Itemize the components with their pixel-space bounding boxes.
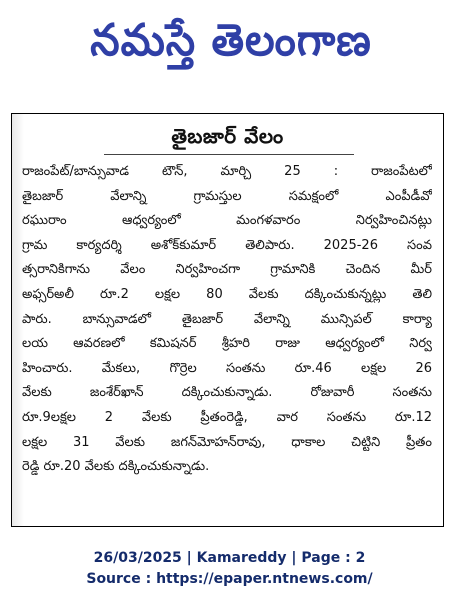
masthead-logo: నమస్తే తెలంగాణ — [90, 15, 372, 66]
article-line: పారు. బాన్సువాడలో తైబజార్ వేలాన్ని మున్సిపల్ కార్యా — [22, 311, 432, 327]
article-line: రూ.9లక్షల 2 వేలకు ప్రీతంరెడ్డి, వార సంతను రూ.12 — [22, 409, 432, 425]
article-line: లక్షల 31 వేలకు జగన్‌మోహన్‌రావు, ధాకాల చిట్టిని ప్రీతం — [22, 434, 432, 450]
article-line: వేలకు జంశేర్‌ఖాన్ దక్కించుకున్నాడు. రోజువారీ సంతను — [22, 385, 432, 401]
date-edition-page-line: 26/03/2025 | Kamareddy | Page : 2 — [93, 550, 366, 566]
article-line: హించారు. మేకలు, గొర్రెల సంతను రూ.46 లక్షల 26 — [22, 360, 432, 376]
article-line: లయ ఆవరణలో కమిషనర్ శ్రీహరి రాజు ఆధ్వర్యంలో నిర్వ — [22, 336, 432, 352]
article-line: రాజంపేట్/బాన్సువాడ టౌన్, మార్చి 25 : రాజంపేటలో — [22, 164, 432, 179]
article-line: గ్రామ కార్యదర్శి అశోక్‌కుమార్ తెలిపారు. 2025-26 సంవ — [22, 237, 432, 253]
headline-underline — [104, 154, 354, 155]
clip-footer — [0, 548, 459, 590]
article-body — [22, 160, 432, 480]
article-line: అఫ్సర్‌అలీ రూ.2 లక్షల 80 వేలకు దక్కించుకున్నట్లు తెలి — [22, 286, 432, 302]
article-line: తైబజార్ వేలాన్ని గ్రామస్తుల సమక్షంలో ఎంపీడీవో — [22, 188, 432, 204]
article-line: త్సరానికిగాను వేలం నిర్వహించగా గ్రామానికి చెందిన మీర్ — [22, 262, 432, 278]
article-clipping — [11, 113, 444, 527]
source-url-line: Source : https://epaper.ntnews.com/ — [86, 571, 373, 587]
article-line: రెడ్డి రూ.20 వేలకు దక్కించుకున్నాడు. — [22, 459, 210, 475]
article-headline: తైబజార్ వేలం — [171, 124, 284, 148]
article-line: రఘురాం ఆధ్వర్యంలో మంగళవారం నిర్వహించినట్లు — [22, 213, 432, 229]
